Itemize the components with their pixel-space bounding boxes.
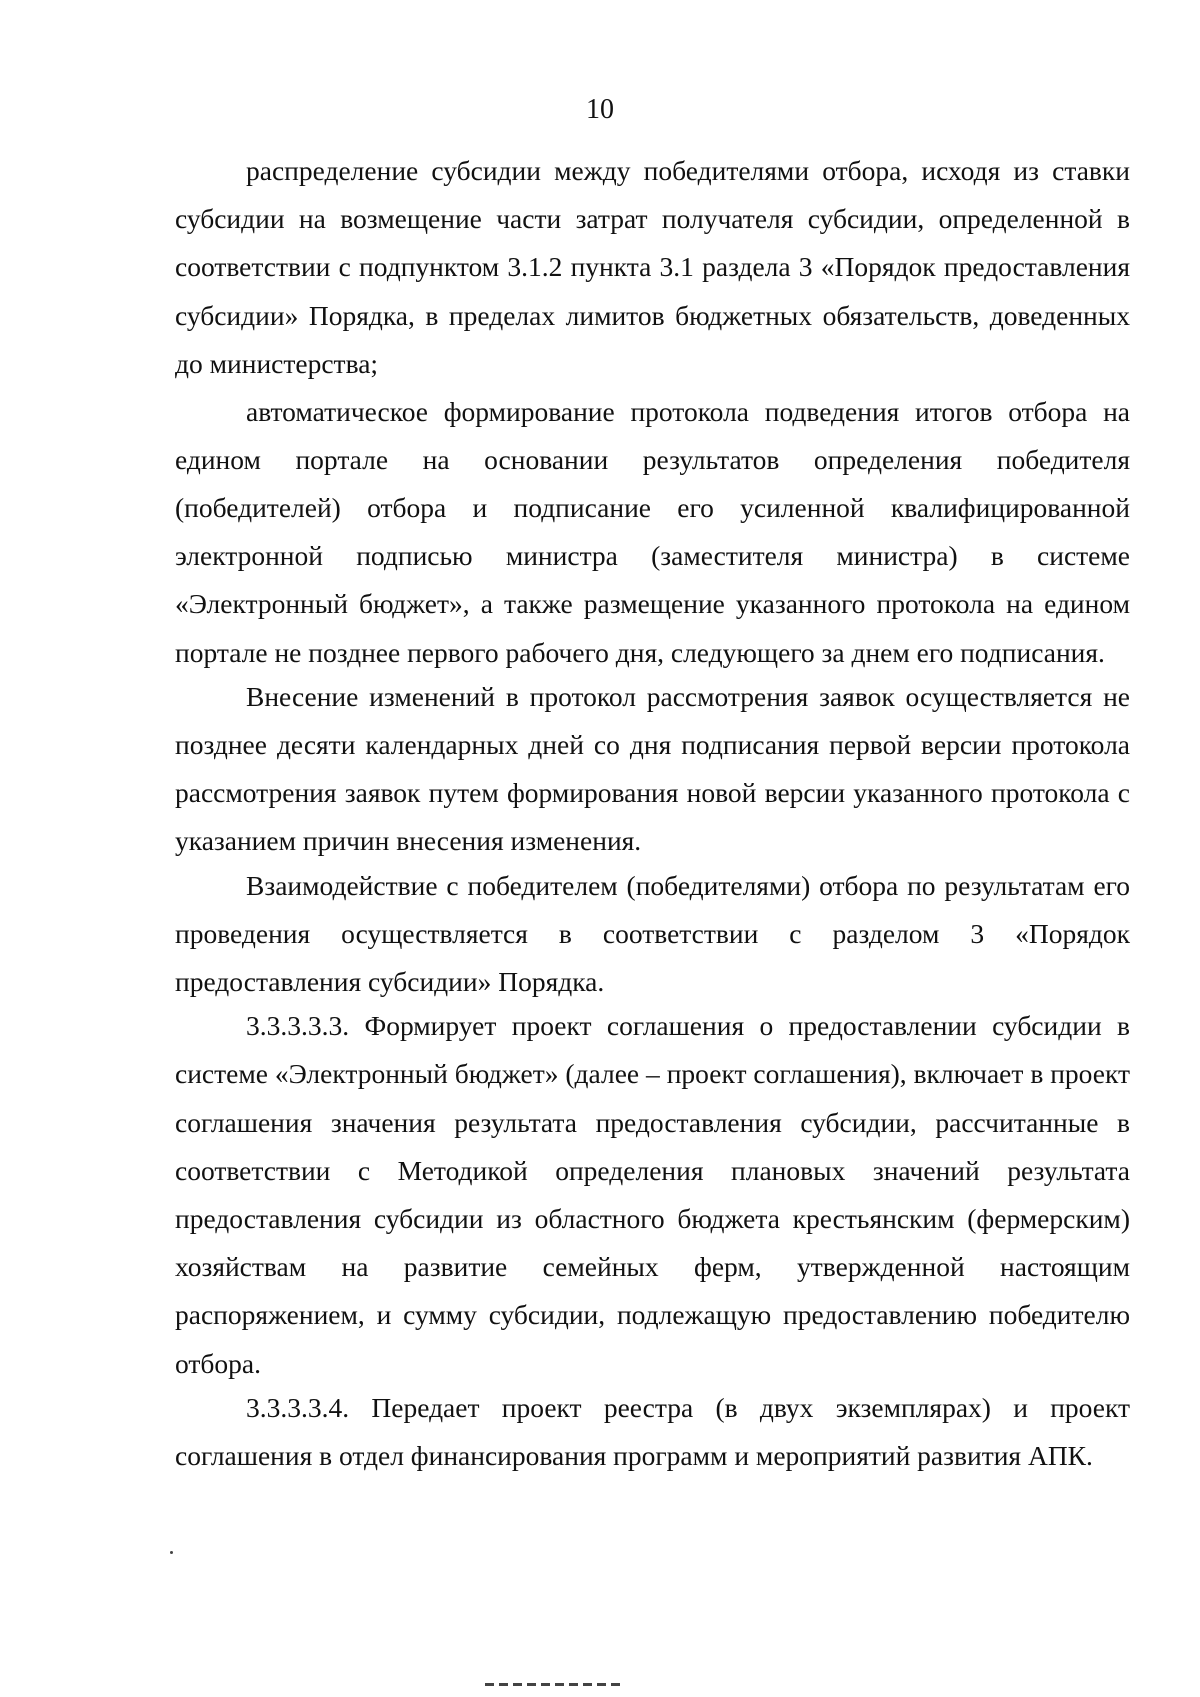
paragraph-protocol-generation: автоматическое формирование протокола подведения итогов отбора на едином портале на основании результатов определения победителя (победителей) отбора и подписание его усиленной квалифицированной электронной подписью министра (заместителя министра) в системе «Электронный бюджет», а также размещение указанного протокола на едином портале не позднее первого рабочего дня, следующего за днем его подписания. (175, 395, 1130, 668)
paragraph-registry-transfer: 3.3.3.3.4. Передает проект реестра (в двух экземплярах) и проект соглашения в отдел финансирования программ и мероприятий развития АПК. (175, 1391, 1130, 1472)
paragraph-subsidy-distribution: распределение субсидии между победителями отбора, исходя из ставки субсидии на возмещение части затрат получателя субсидии, определенной в соответствии с подпунктом 3.1.2 пункта 3.1 раздела 3 «Порядок предоставления субсидии» Порядка, в пределах лимитов бюджетных обязательств, доведенных до министерства; (175, 155, 1130, 379)
scan-artifact-mark (485, 1683, 625, 1686)
paragraph-winner-interaction: Взаимодействие с победителем (победителями) отбора по результатам его проведения осуществляется в соответствии с разделом 3 «Порядок предоставления субсидии» Порядка. (175, 869, 1130, 998)
paragraph-agreement-draft: 3.3.3.3.3. Формирует проект соглашения о предоставлении субсидии в системе «Электронный бюджет» (далее – проект соглашения), включает в проект соглашения значения результата предоставления субсидии, рассчитанные в соответствии с Методикой определения плановых значений результата предоставления субсидии из областного бюджета крестьянским (фермерским) хозяйствам на развитие семейных ферм, утвержденной настоящим распоряжением, и сумму субсидии, подлежащую предоставлению победителю отбора. (175, 1010, 1130, 1379)
document-body (175, 147, 1130, 1480)
paragraph-protocol-amendments: Внесение изменений в протокол рассмотрения заявок осуществляется не позднее десяти календарных дней со дня подписания первой версии протокола рассмотрения заявок путем формирования новой версии указанного протокола с указанием причин внесения изменения. (175, 680, 1130, 857)
page-number: 10 (586, 94, 614, 125)
scan-artifact-dot (170, 1551, 173, 1554)
